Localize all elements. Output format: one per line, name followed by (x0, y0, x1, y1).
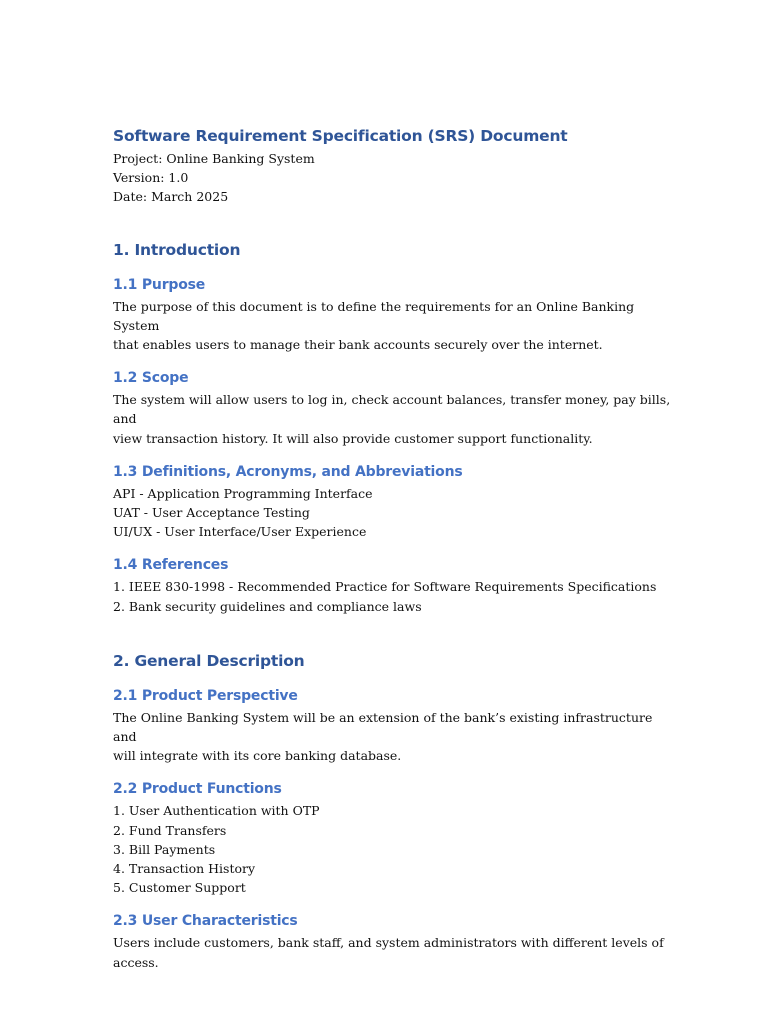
purpose-line: The purpose of this document is to define the requirements for an Online Banking System (113, 298, 635, 333)
subsection-heading-product-functions: 2.2 Product Functions (113, 781, 282, 798)
scope-line: The system will allow users to log in, check account balances, transfer money, pay bills, and (113, 392, 671, 427)
document-body (113, 126, 673, 972)
version-line: Version: 1.0 (113, 170, 189, 186)
function-item: 2. Fund Transfers (113, 822, 227, 838)
perspective-line: The Online Banking System will be an extension of the bank’s existing infrastructure and (113, 709, 653, 745)
function-item: 4. Transaction History (113, 861, 256, 877)
scope-line: view transaction history. It will also provide customer support functionality. (113, 430, 593, 446)
reference-item: 1. IEEE 830-1998 - Recommended Practice for Software Requirements Specifications (113, 579, 657, 595)
section-heading-introduction: 1. Introduction (113, 240, 241, 259)
reference-item: 2. Bank security guidelines and compliance laws (113, 598, 422, 614)
subsection-heading-references: 1.4 References (113, 557, 229, 574)
subsection-heading-definitions: 1.3 Definitions, Acronyms, and Abbreviations (113, 463, 463, 480)
function-item: 5. Customer Support (113, 880, 246, 896)
purpose-line: that enables users to manage their bank accounts securely over the internet. (113, 337, 603, 353)
function-item: 3. Bill Payments (113, 841, 216, 857)
definition-item: API - Application Programming Interface (113, 485, 373, 501)
project-line: Project: Online Banking System (113, 151, 315, 166)
document-title: Software Requirement Specification (SRS) Document (113, 127, 568, 145)
date-line: Date: March 2025 (113, 189, 229, 205)
definition-item: UI/UX - User Interface/User Experience (113, 524, 367, 540)
function-item: 1. User Authentication with OTP (113, 803, 320, 819)
user-characteristics-line: access. (113, 954, 159, 970)
user-characteristics-line: Users include customers, bank staff, and system administrators with different levels of (113, 935, 664, 951)
section-heading-general-description: 2. General Description (113, 651, 305, 670)
subsection-heading-product-perspective: 2.1 Product Perspective (113, 687, 298, 704)
subsection-heading-scope: 1.2 Scope (113, 370, 189, 387)
subsection-heading-purpose: 1.1 Purpose (113, 276, 206, 293)
perspective-line: will integrate with its core banking database. (113, 748, 402, 764)
subsection-heading-user-characteristics: 2.3 User Characteristics (113, 913, 298, 930)
definition-item: UAT - User Acceptance Testing (113, 505, 310, 521)
